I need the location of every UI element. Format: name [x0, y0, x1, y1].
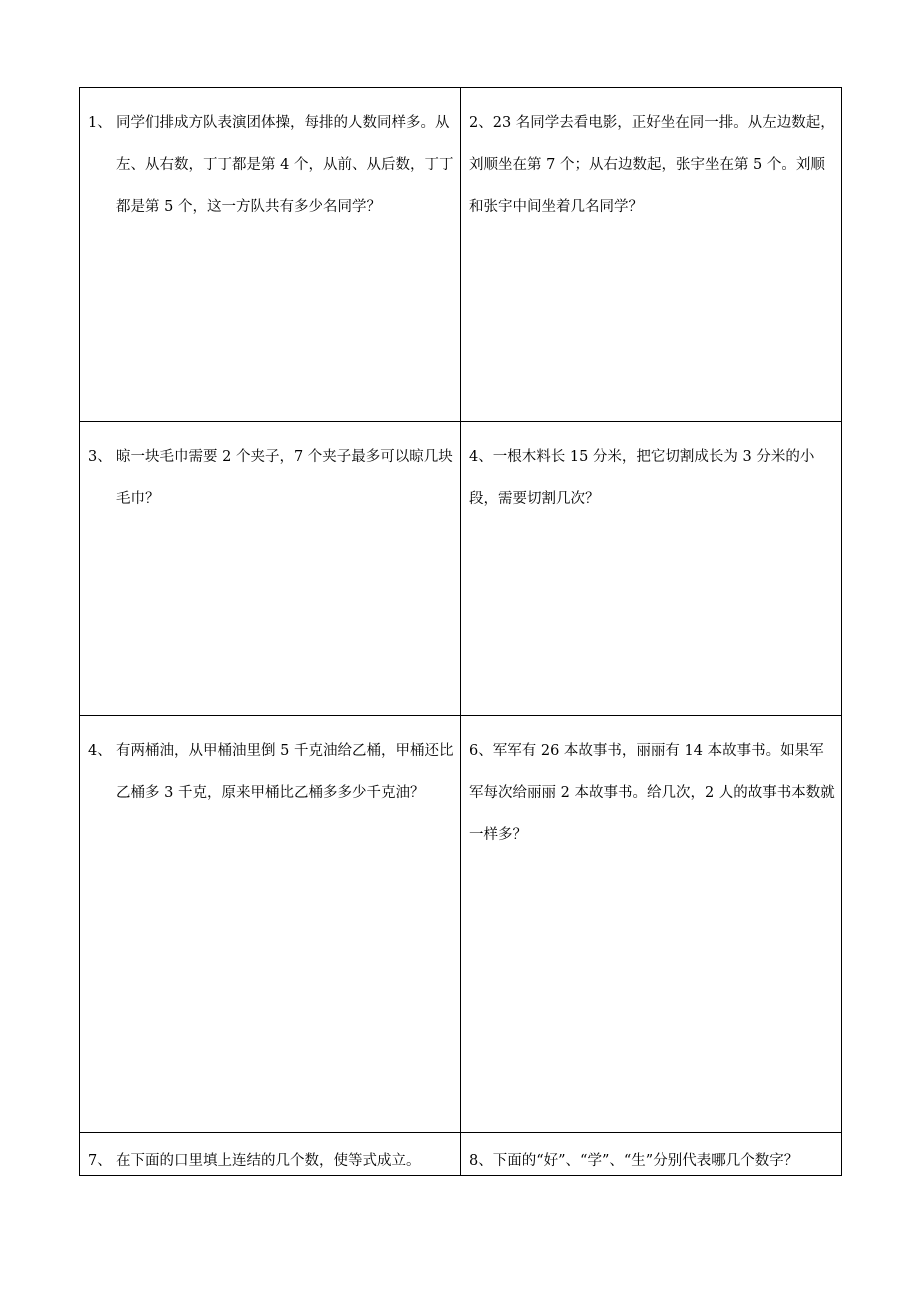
problem-7: [88, 1147, 454, 1175]
problem-6: [469, 730, 835, 856]
problem-cell-1: [80, 88, 461, 422]
problem-number: 2、: [469, 115, 493, 131]
problem-number: 4、: [469, 449, 493, 465]
problem-cell-6: [461, 716, 842, 1133]
table-row: [80, 716, 842, 1133]
problem-number: 3、: [88, 449, 112, 465]
problem-number: 4、: [88, 743, 112, 759]
problem-8: [469, 1147, 835, 1175]
problem-number: 8、: [469, 1153, 493, 1169]
table-row: [80, 1133, 842, 1176]
problem-cell-4: [461, 422, 842, 716]
problem-cell-3: [80, 422, 461, 716]
problem-number: 6、: [469, 743, 493, 759]
problem-cell-8: [461, 1133, 842, 1176]
problem-3: [88, 436, 454, 520]
table-row: [80, 422, 842, 716]
problem-cell-7: [80, 1133, 461, 1176]
problem-1: [88, 102, 454, 228]
problem-text: 有两桶油，从甲桶油里倒 5 千克油给乙桶，甲桶还比乙桶多 3 千克，原来甲桶比乙桶多多少千克油？: [116, 743, 454, 801]
problem-text: 在下面的口里填上连结的几个数，使等式成立。: [116, 1153, 421, 1169]
table-row: [80, 88, 842, 422]
problem-5: [88, 730, 454, 814]
problem-text: 一根木料长 15 分米，把它切割成长为 3 分米的小段，需要切割几次？: [469, 449, 815, 507]
problem-text: 23 名同学去看电影，正好坐在同一排。从左边数起，刘顺坐在第 7 个；从右边数起，张宇坐在第 5 个。刘顺和张宇中间坐着几名同学？: [469, 115, 835, 215]
problem-text: 同学们排成方队表演团体操，每排的人数同样多。从左、从右数，丁丁都是第 4 个，从前、从后数，丁丁都是第 5 个，这一方队共有多少名同学？: [116, 115, 454, 215]
problem-text: 晾一块毛巾需要 2 个夹子，7 个夹子最多可以晾几块毛巾？: [116, 449, 453, 507]
problem-text: 下面的“好”、“学”、“生”分别代表哪几个数字？: [492, 1153, 799, 1169]
problem-cell-5: [80, 716, 461, 1133]
problem-number: 1、: [88, 115, 112, 131]
problem-2: [469, 102, 835, 228]
worksheet-table: [79, 87, 842, 1176]
problem-number: 7、: [88, 1153, 112, 1169]
problem-text: 军军有 26 本故事书，丽丽有 14 本故事书。如果军军每次给丽丽 2 本故事书。给几次，2 人的故事书本数就一样多？: [469, 743, 835, 843]
problem-cell-2: [461, 88, 842, 422]
problem-4: [469, 436, 835, 520]
